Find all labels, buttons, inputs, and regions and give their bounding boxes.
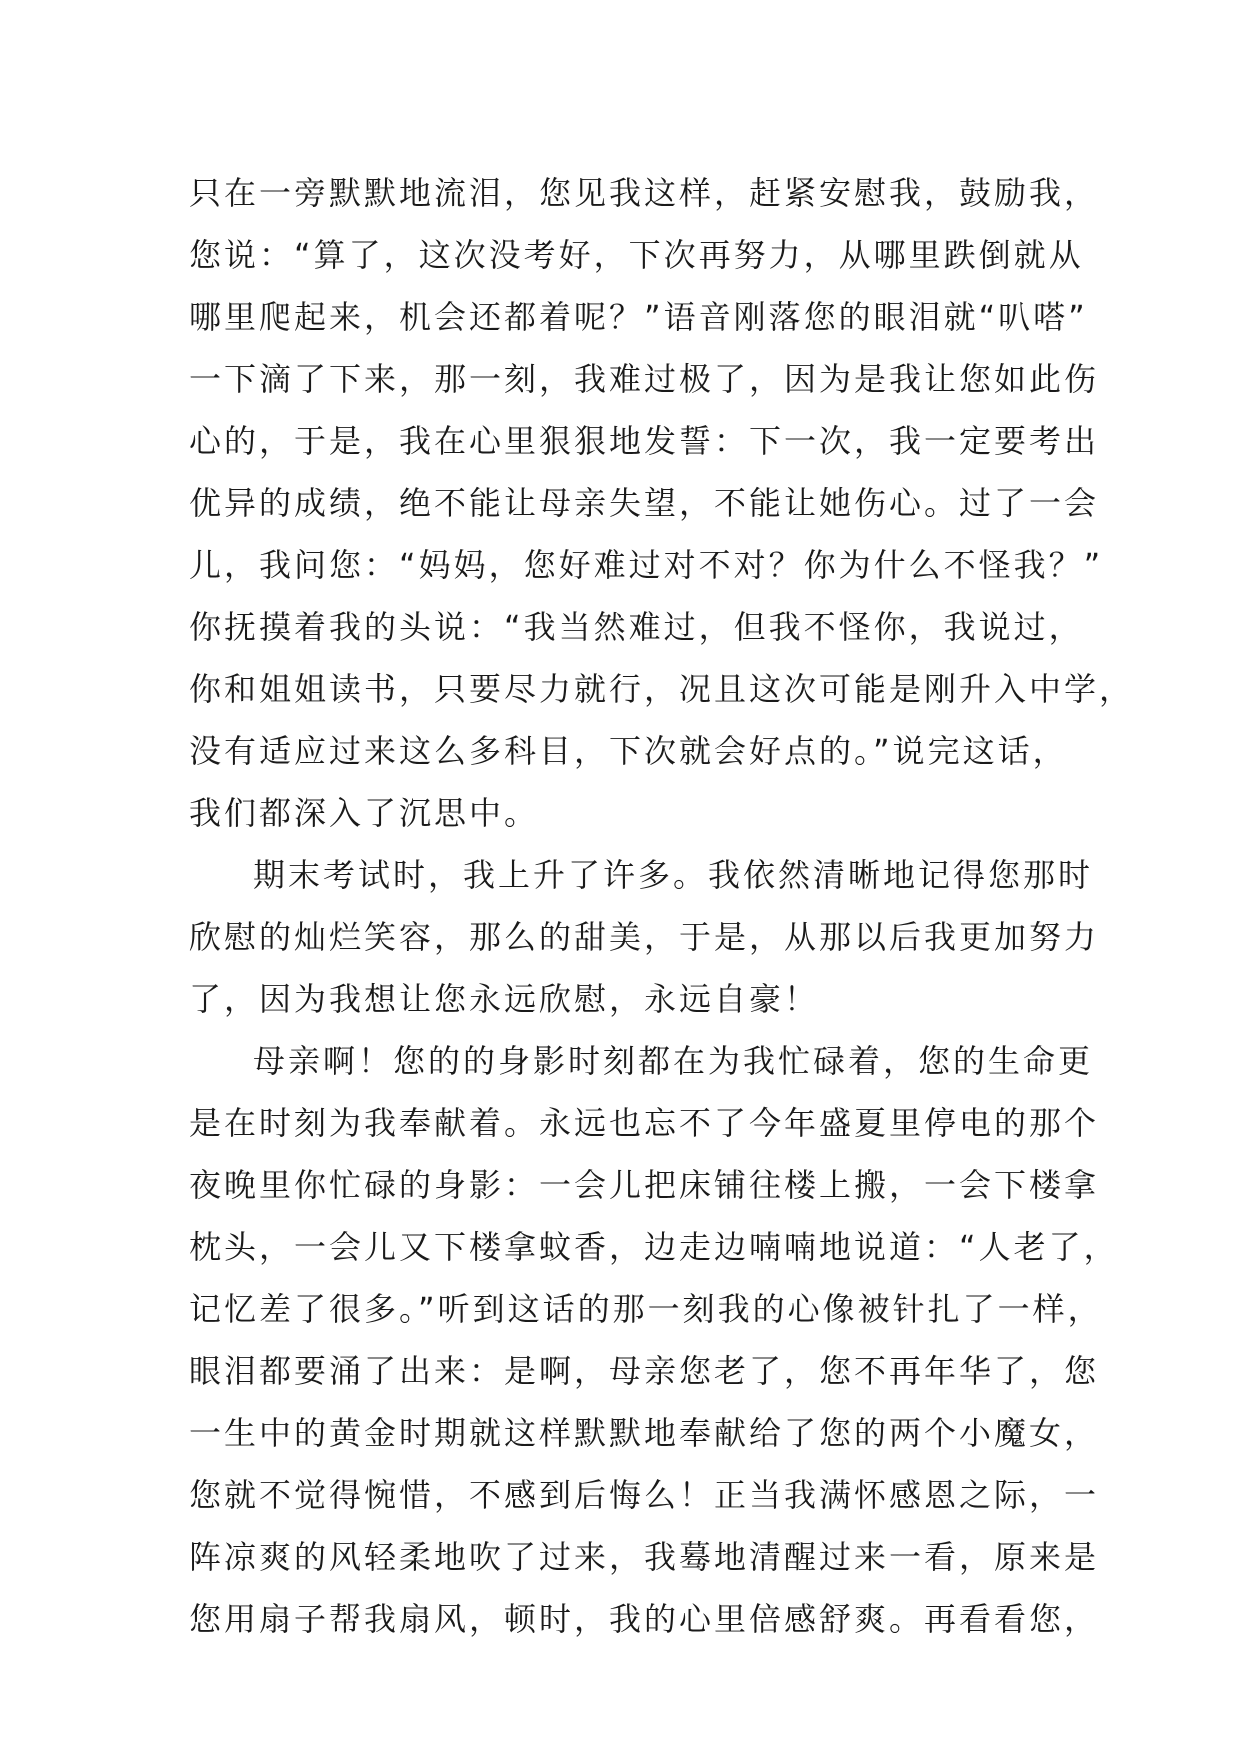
text-line: 期末考试时，我上升了许多。我依然清晰地记得您那时	[253, 856, 1094, 894]
text-line: 您说：“算了，这次没考好，下次再努力，从哪里跌倒就从	[189, 236, 1084, 274]
text-line: 眼泪都要涌了出来：是啊，母亲您老了，您不再年华了，您	[189, 1352, 1100, 1390]
text-line: 枕头，一会儿又下楼拿蚊香，边走边喃喃地说道：“人老了，	[189, 1228, 1119, 1266]
text-line: 您就不觉得惋惜，不感到后悔么！正当我满怀感恩之际，一	[189, 1476, 1100, 1514]
text-line: 母亲啊！您的的身影时刻都在为我忙碌着，您的生命更	[253, 1042, 1094, 1080]
paragraph-2	[189, 844, 1100, 1030]
text-line: 阵凉爽的风轻柔地吹了过来，我蓦地清醒过来一看，原来是	[189, 1538, 1100, 1576]
text-line: 儿，我问您：“妈妈，您好难过对不对？你为什么不怪我？”	[189, 546, 1104, 584]
text-line: 一下滴了下来，那一刻，我难过极了，因为是我让您如此伤	[189, 360, 1100, 398]
text-line: 你抚摸着我的头说：“我当然难过，但我不怪你，我说过，	[189, 608, 1084, 646]
text-line: 欣慰的灿烂笑容，那么的甜美，于是，从那以后我更加努力	[189, 918, 1100, 956]
text-line: 是在时刻为我奉献着。永远也忘不了今年盛夏里停电的那个	[189, 1104, 1100, 1142]
text-line: 只在一旁默默地流泪，您见我这样，赶紧安慰我，鼓励我，	[189, 174, 1100, 212]
paragraph-1	[189, 162, 1135, 844]
text-line: 了，因为我想让您永远欣慰，永远自豪！	[189, 980, 820, 1018]
text-line: 一生中的黄金时期就这样默默地奉献给了您的两个小魔女，	[189, 1414, 1100, 1452]
paragraph-3	[189, 1030, 1119, 1650]
text-line: 没有适应过来这么多科目，下次就会好点的。”说完这话，	[189, 732, 1068, 770]
text-line: 我们都深入了沉思中。	[189, 794, 540, 832]
essay-body	[189, 162, 1135, 1650]
text-line: 你和姐姐读书，只要尽力就行，况且这次可能是刚升入中学，	[189, 670, 1135, 708]
text-line: 夜晚里你忙碌的身影：一会儿把床铺往楼上搬，一会下楼拿	[189, 1166, 1100, 1204]
text-line: 记忆差了很多。”听到这话的那一刻我的心像被针扎了一样，	[189, 1290, 1103, 1328]
text-line: 心的，于是，我在心里狠狠地发誓：下一次，我一定要考出	[189, 422, 1100, 460]
text-line: 哪里爬起来，机会还都着呢？”语音刚落您的眼泪就“叭嗒”	[189, 298, 1088, 336]
text-line: 优异的成绩，绝不能让母亲失望，不能让她伤心。过了一会	[189, 484, 1100, 522]
text-line: 您用扇子帮我扇风，顿时，我的心里倍感舒爽。再看看您，	[189, 1600, 1100, 1638]
